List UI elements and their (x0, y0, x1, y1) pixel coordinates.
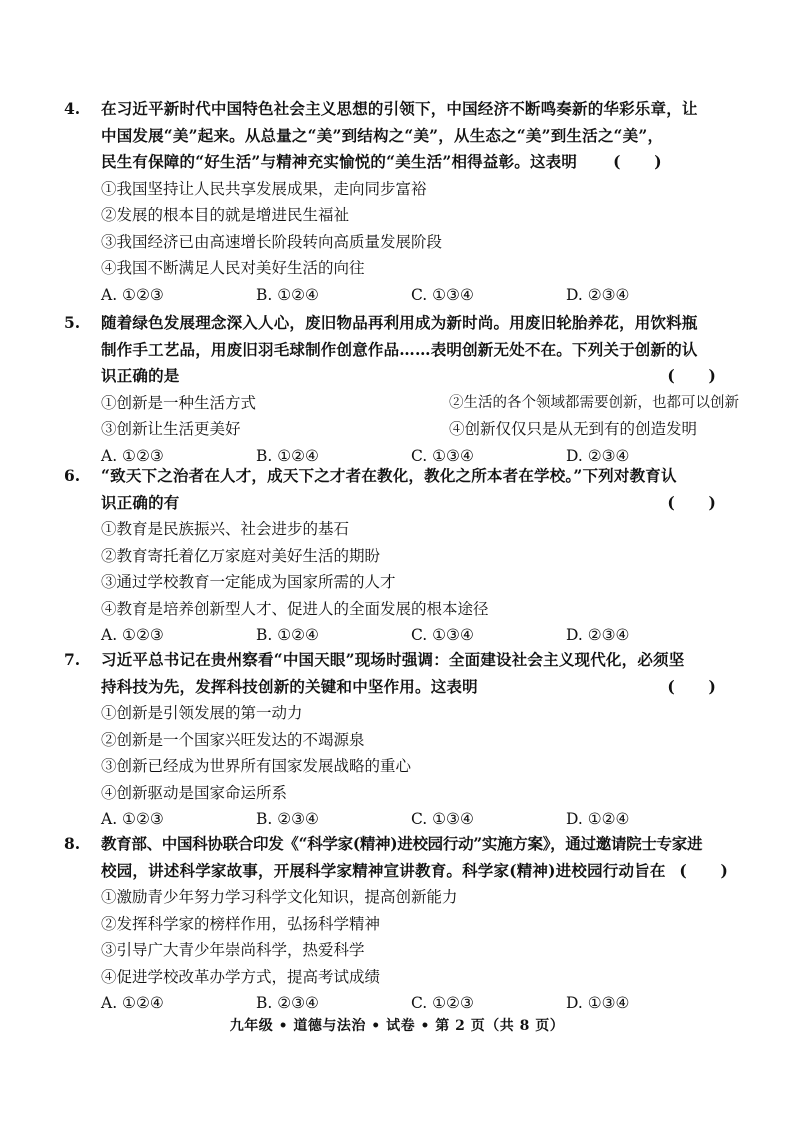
choice-c: C. ①③④ (411, 626, 474, 644)
question-number: 7. (64, 650, 81, 669)
choice-c: C. ①③④ (411, 810, 474, 828)
stem-line: 在习近平新时代中国特色社会主义思想的引领下，中国经济不断鸣奏新的华彩乐章，让 (101, 99, 698, 118)
choice-b: B. ①②④ (256, 285, 319, 304)
question-stem (101, 463, 724, 516)
choice-c: C. ①③④ (411, 446, 474, 465)
stem-line: 制作手工艺品，用废旧羽毛球制作创意作品……表明创新无处不在。下列关于创新的认 (101, 339, 698, 359)
option-item: ①创新是一种生活方式 (101, 393, 257, 412)
choice-a: A. ①②③ (101, 446, 164, 465)
question-number: 5. (64, 313, 81, 332)
choice-d: D. ①②④ (566, 810, 630, 828)
choice-b: B. ②③④ (256, 810, 319, 828)
option-list (101, 700, 724, 806)
question-6 (64, 463, 724, 649)
stem-line: 习近平总书记在贵州察看“中国天眼”现场时强调：全面建设社会主义现代化，必须坚 (101, 650, 685, 669)
stem-line: “致天下之治者在人才，成天下之才者在教化，教化之所本者在学校。”下列对教育认 (101, 466, 677, 485)
question-number: 6. (64, 466, 81, 485)
question-stem (101, 96, 724, 176)
stem-line: 识正确的是 ( ) (101, 363, 724, 390)
answer-paren: ( ) (667, 492, 716, 512)
question-stem (101, 831, 728, 884)
option-item: ②发挥科学家的榜样作用，弘扬科学精神 (101, 914, 381, 933)
option-list (101, 884, 724, 990)
question-stem (101, 647, 724, 700)
answer-choices (101, 990, 724, 1017)
stem-line: 校园，讲述科学家故事，开展科学家精神宣讲教育。科学家(精神)进校园行动旨在 ( ) (101, 858, 724, 885)
stem-line: 持科技为先，发挥科技创新的关键和中坚作用。这表明 ( ) (101, 674, 724, 701)
option-item: ④创新仅仅只是从无到有的创造发明 (449, 420, 698, 438)
option-item: ①激励青少年努力学习科学文化知识，提高创新能力 (101, 888, 458, 906)
option-item: ③引导广大青少年崇尚科学，热爱科学 (101, 941, 365, 959)
option-item: ③我国经济已由高速增长阶段转向高质量发展阶段 (101, 232, 443, 251)
page-footer: 九年级 • 道德与法治 • 试卷 • 第 2 页（共 8 页） (229, 1018, 565, 1034)
stem-line: 教育部、中国科协联合印发《“科学家(精神)进校园行动”实施方案》，通过邀请院士专家进 (101, 834, 703, 853)
answer-paren: ( ) (667, 676, 716, 696)
choice-a: A. ①②③ (101, 285, 164, 304)
choice-a: A. ①②③ (101, 810, 164, 828)
option-item: ③创新已经成为世界所有国家发展战略的重心 (101, 757, 412, 775)
option-item: ②教育寄托着亿万家庭对美好生活的期盼 (101, 546, 381, 565)
answer-choices (101, 806, 724, 833)
stem-line: 随着绿色发展理念深入人心，废旧物品再利用成为新时尚。用废旧轮胎养花，用饮料瓶 (101, 313, 698, 332)
choice-c: C. ①②③ (411, 994, 474, 1012)
option-list (101, 516, 724, 622)
choice-a: A. ①②③ (101, 626, 164, 644)
answer-paren: ( ) (679, 860, 728, 880)
question-number: 8. (64, 834, 81, 853)
choice-d: D. ①③④ (566, 994, 630, 1012)
option-item: ①我国坚持让人民共享发展成果，走向同步富裕 (101, 179, 427, 198)
option-item: ④教育是培养创新型人才、促进人的全面发展的根本途径 (101, 599, 489, 618)
question-5 (64, 310, 739, 469)
answer-choices (101, 622, 724, 649)
stem-line: 民生有保障的“好生活”与精神充实愉悦的“美生活”相得益彰。这表明 ( ) (101, 149, 724, 176)
option-item: ②创新是一个国家兴旺发达的不竭源泉 (101, 730, 365, 749)
stem-line: 识正确的有 ( ) (101, 490, 724, 517)
choice-b: B. ②③④ (256, 994, 319, 1012)
option-item: ④我国不断满足人民对美好生活的向往 (101, 259, 365, 277)
answer-choices (101, 282, 724, 309)
option-list (101, 390, 739, 443)
option-item: ②生活的各个领域都需要创新，也都可以创新 (449, 394, 739, 411)
option-item: ③通过学校教育一定能成为国家所需的人才 (101, 573, 396, 591)
answer-paren: ( ) (613, 152, 662, 171)
choice-b: B. ①②④ (256, 626, 319, 644)
choice-d: D. ②③④ (566, 446, 630, 465)
choice-d: D. ②③④ (566, 626, 630, 644)
question-8 (64, 831, 728, 1017)
option-item: ①教育是民族振兴、社会进步的基石 (101, 520, 350, 538)
option-item: ④创新驱动是国家命运所系 (101, 783, 288, 802)
stem-line: 中国发展“美”起来。从总量之“美”到结构之“美”，从生态之“美”到生活之“美”， (101, 125, 664, 145)
choice-c: C. ①③④ (411, 285, 474, 304)
option-item: ①创新是引领发展的第一动力 (101, 704, 303, 722)
question-number: 4. (64, 99, 81, 118)
answer-paren: ( ) (667, 366, 716, 385)
option-list (101, 176, 724, 282)
question-7 (64, 647, 724, 833)
option-item: ②发展的根本目的就是增进民生福祉 (101, 206, 350, 224)
choice-d: D. ②③④ (566, 285, 630, 304)
choice-b: B. ①②④ (256, 446, 319, 465)
question-4 (64, 96, 724, 308)
option-item: ③创新让生活更美好 (101, 420, 241, 438)
option-item: ④促进学校改革办学方式，提高考试成绩 (101, 967, 381, 986)
question-stem (101, 310, 724, 390)
choice-a: A. ①②④ (101, 994, 164, 1012)
